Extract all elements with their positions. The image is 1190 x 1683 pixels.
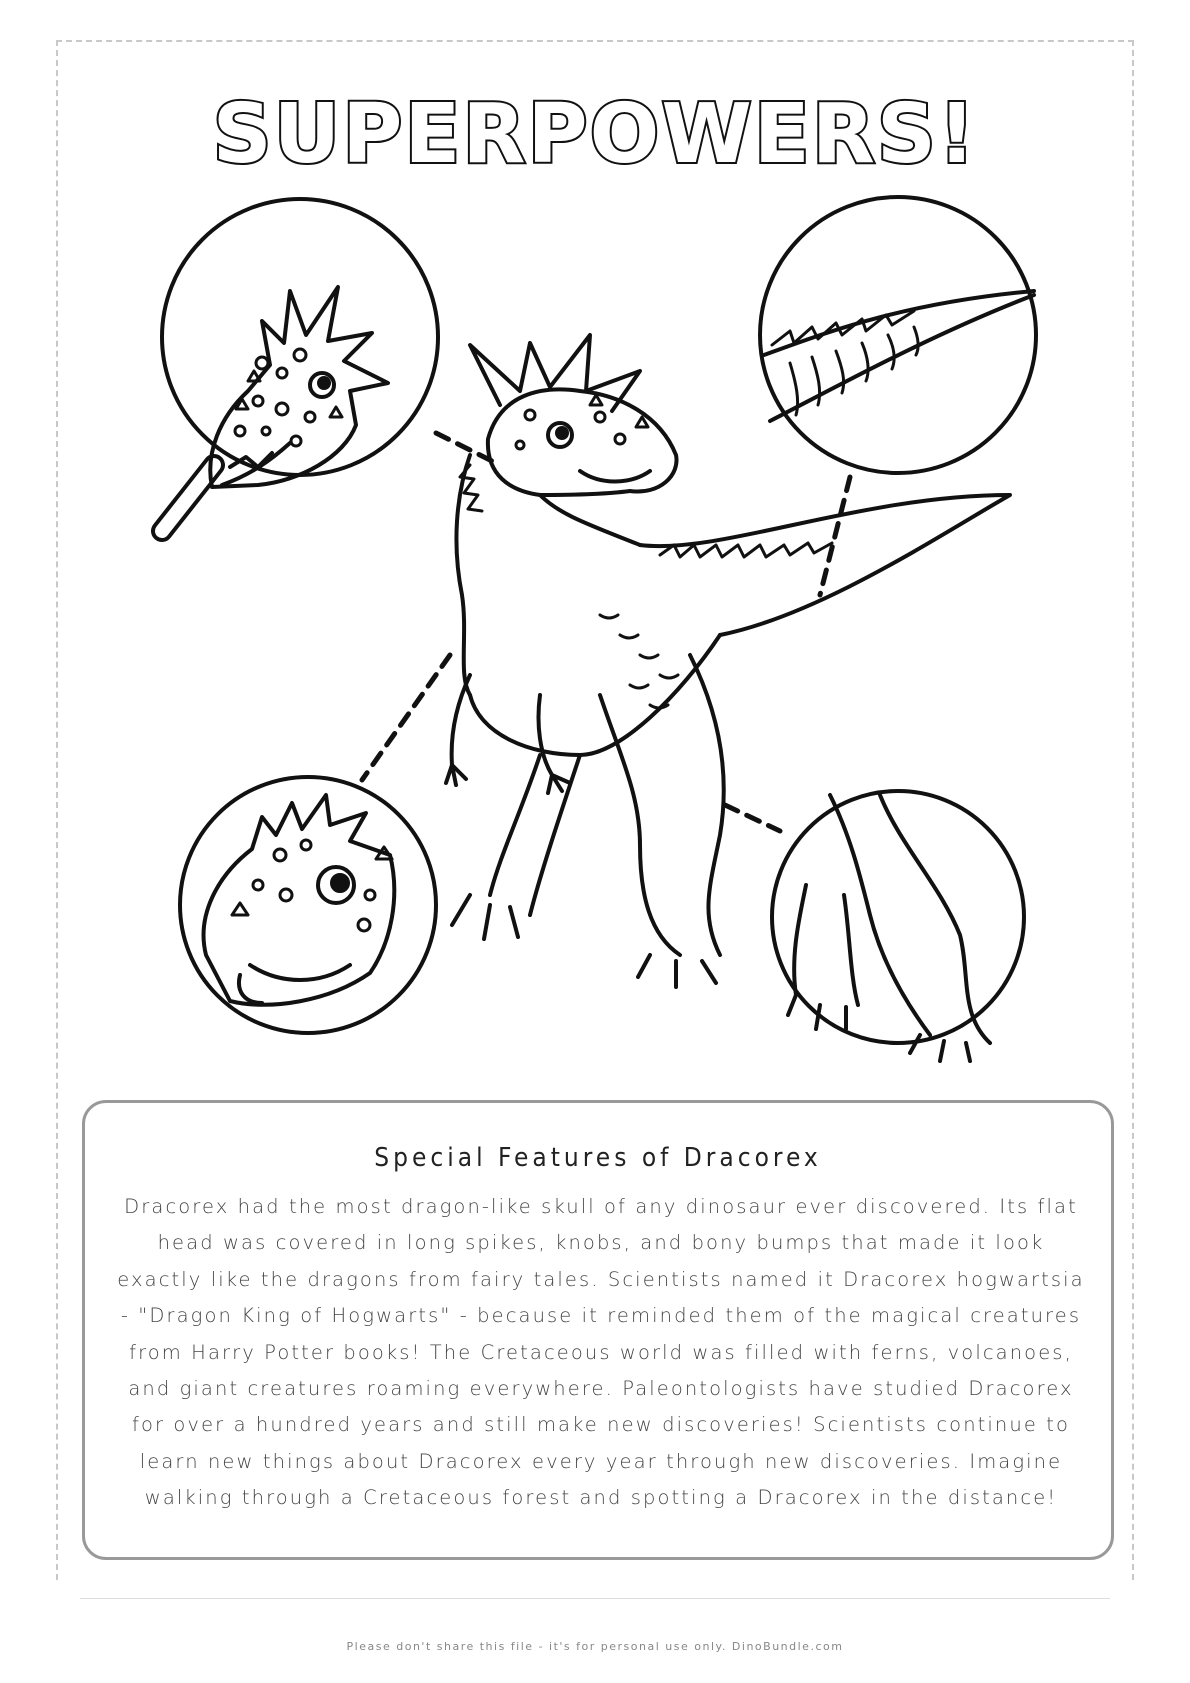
callout-face-circle: [180, 777, 436, 1033]
info-box: [82, 1100, 1114, 1560]
magnifier-handle-icon: [162, 465, 214, 531]
info-title: Special Features of Dracorex: [374, 1143, 822, 1173]
info-body: Dracorex had the most dragon-like skull of any dinosaur ever discovered. Its flat head was covered in long spikes, knobs, and bony bumps that made it look exactly like the dragons from fairy tales. Scientists named it Dracorex hogwartsia - "Dragon King of Hogwarts" - because it reminded them of the magical creatures from Harry Potter books! The Cretaceous world was filled with ferns, volcanoes, and giant creatures roaming everywhere. Paleontologists have studied Dracorex for over a hundred years and still make new discoveries! Scientists continue to learn new things about Dracorex every year through new discoveries. Imagine walking through a Cretaceous forest and spotting a Dracorex in the distance!: [117, 1195, 1085, 1510]
page-title-text: SUPERPOWERS!: [212, 87, 978, 182]
footer-divider: [80, 1598, 1110, 1599]
callout-head-circle: [162, 199, 438, 475]
footer-note: Please don't share this file - it's for personal use only. DinoBundle.com: [346, 1640, 844, 1653]
page-title: [0, 82, 1190, 182]
dracorex-illustration: [0, 195, 1190, 1075]
